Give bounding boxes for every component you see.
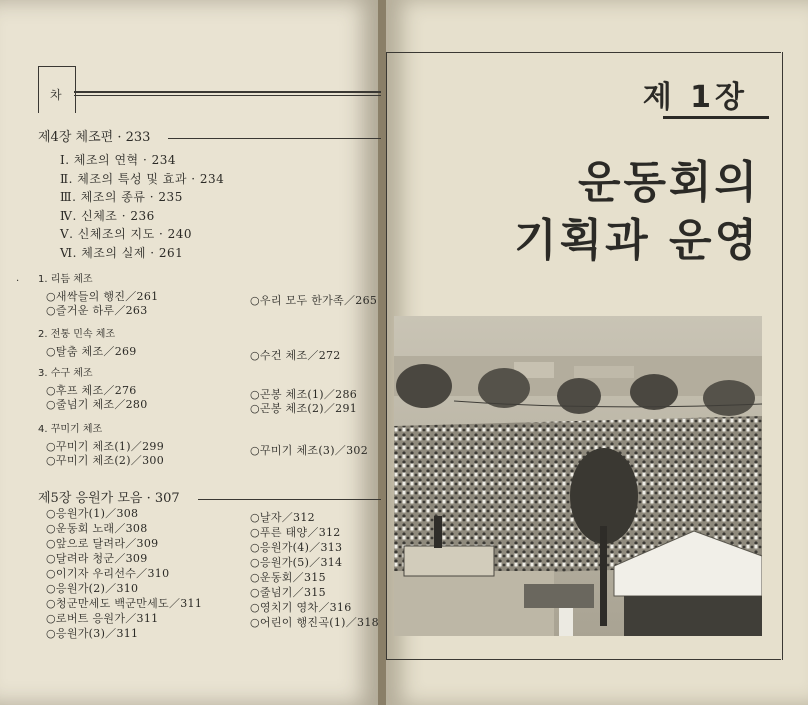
- toc-entry: ○응원가(4)／313: [250, 541, 343, 554]
- toc-entry: ○수건 체조／272: [250, 349, 341, 362]
- toc-entry: ○로버트 응원가／311: [46, 612, 159, 625]
- toc-entry: ○푸른 태양／312: [250, 526, 341, 539]
- toc-entry: ○청군만세도 백군만세도／311: [46, 597, 203, 610]
- toc-entry: ○앞으로 달려라／309: [46, 537, 159, 550]
- toc-entry: ○응원가(3)／311: [46, 627, 139, 640]
- toc-entry: ○곤봉 체조(2)／291: [250, 402, 358, 415]
- chapter5-rule: [198, 499, 381, 500]
- toc-entry: ○줄넘기 체조／280: [46, 398, 148, 411]
- toc-entry: ○줄넘기／315: [250, 586, 326, 599]
- toc-entry: ○새싹들의 행진／261: [46, 290, 159, 303]
- frame-top-rule: [386, 52, 781, 53]
- frame-bottom-rule: [386, 659, 781, 660]
- toc-entry: ○이기자 우리선수／310: [46, 567, 170, 580]
- section-heading: 3. 수구 체조: [38, 368, 93, 379]
- toc-entry: ○즐거운 하루／263: [46, 304, 148, 317]
- toc-entry: ○응원가(1)／308: [46, 507, 139, 520]
- chapter4-item: Ⅰ. 체조의 연혁 · 234: [60, 153, 176, 167]
- toc-entry: ○꾸미기 체조(3)／302: [250, 444, 369, 457]
- chapter-label: 제 1장: [642, 80, 748, 115]
- chapter4-item: Ⅳ. 신체조 · 236: [60, 209, 155, 223]
- toc-entry: ○날자／312: [250, 511, 315, 524]
- section-heading: 2. 전통 민속 체조: [38, 329, 116, 340]
- toc-entry: ○우리 모두 한가족／265: [250, 294, 378, 307]
- toc-entry: ○탈춤 체조／269: [46, 345, 137, 358]
- toc-entry: ○영치기 영차／316: [250, 601, 352, 614]
- toc-entry: ○달려라 청군／309: [46, 552, 148, 565]
- contents-header-label: 차: [50, 88, 62, 102]
- header-rule-thin: [74, 95, 381, 96]
- chapter4-rule: [168, 138, 381, 139]
- sports-day-photo: [394, 316, 762, 636]
- toc-entry: ○꾸미기 체조(1)／299: [46, 440, 165, 453]
- toc-entry: ○후프 체조／276: [46, 384, 137, 397]
- chapter4-item: Ⅲ. 체조의 종류 · 235: [60, 190, 183, 204]
- toc-entry: ○운동회／315: [250, 571, 326, 584]
- chapter-label-underline: [663, 116, 769, 119]
- toc-entry: ○곤봉 체조(1)／286: [250, 388, 358, 401]
- photo-illustration: [394, 316, 762, 636]
- toc-entry: ○운동회 노래／308: [46, 522, 148, 535]
- book-gutter: [378, 0, 386, 705]
- toc-entry: ○어린이 행진곡(1)／318: [250, 616, 379, 629]
- chapter-title-line2: 기획과 운영: [514, 215, 760, 266]
- toc-entry: ○응원가(2)／310: [46, 582, 139, 595]
- chapter4-title: 제4장 체조편 · 233: [38, 130, 151, 145]
- chapter4-item: Ⅱ. 체조의 특성 및 효과 · 234: [60, 172, 225, 186]
- chapter-title-line1: 운동회의: [577, 157, 760, 208]
- header-rule: [74, 91, 381, 93]
- chapter4-item: Ⅴ. 신체조의 지도 · 240: [60, 227, 193, 241]
- section-heading: 4. 꾸미기 체조: [38, 424, 103, 435]
- margin-mark: .: [16, 273, 20, 284]
- section-heading: 1. 리듬 체조: [38, 274, 93, 285]
- toc-entry: ○응원가(5)／314: [250, 556, 343, 569]
- chapter5-title: 제5장 응원가 모음 · 307: [38, 491, 180, 506]
- chapter4-item: Ⅵ. 체조의 실제 · 261: [60, 246, 184, 260]
- toc-entry: ○꾸미기 체조(2)／300: [46, 454, 165, 467]
